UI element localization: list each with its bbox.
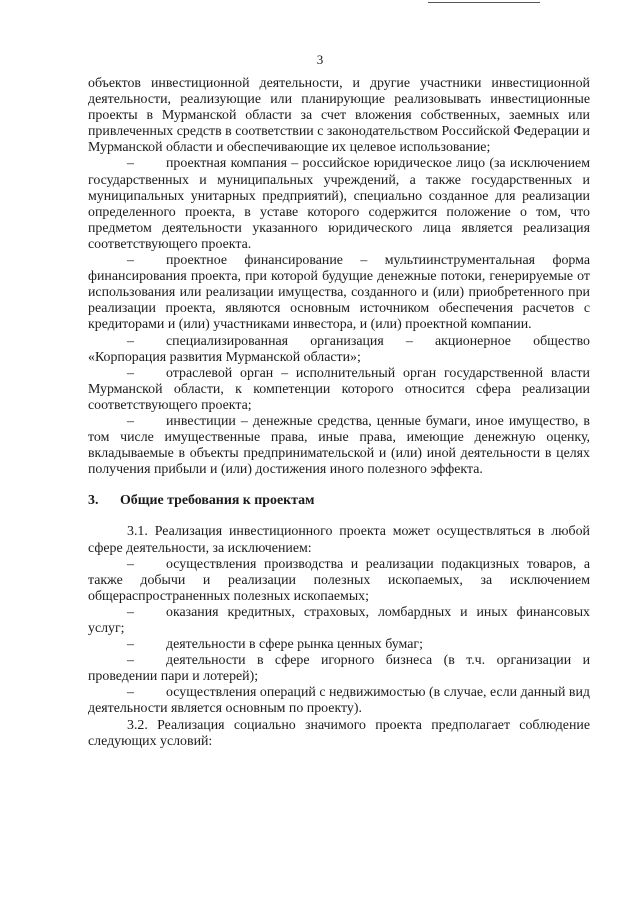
document-body xyxy=(88,76,590,750)
dash-marker: – xyxy=(127,685,134,701)
definition-item-text: проектная компания – российское юридическое лицо (за исключением государственных и муниципальных учреждений, а также государственных и муниципальных унитарных предприятий), специально созданное для реализации определенного проекта, в уставе которого содержится положение о том, что предметом деятельности указанного юридического лица является реализация соответствующего проекта. xyxy=(88,156,590,252)
dash-marker: – xyxy=(127,604,134,620)
dash-marker: – xyxy=(127,365,134,381)
definition-item xyxy=(88,414,590,478)
dash-marker: – xyxy=(127,333,134,349)
exclusion-item-text: осуществления производства и реализации подакцизных товаров, а также добычи и реализации полезных ископаемых, за исключением общераспространенных полезных ископаемых; xyxy=(88,556,590,604)
page-number: 3 xyxy=(316,52,324,67)
section-title: Общие требования к проектам xyxy=(120,493,315,509)
clause-3-1: 3.1. Реализация инвестиционного проекта может осуществляться в любой сфере деятельности, за исключением: xyxy=(88,524,590,556)
exclusion-item xyxy=(88,685,590,717)
dash-marker: – xyxy=(127,413,134,429)
definition-item xyxy=(88,253,590,333)
exclusion-item-text: оказания кредитных, страховых, ломбардных и иных финансовых услуг; xyxy=(88,604,590,636)
definition-item-text: инвестиции – денежные средства, ценные бумаги, иное имущество, в том числе имущественные права, иные права, имеющие денежную оценку, вкладываемые в объекты предпринимательской и (или) иной деятельности в целях получения прибыли и (или) достижения иного полезного эффекта. xyxy=(88,413,590,478)
definition-item-text: отраслевой орган – исполнительный орган государственной власти Мурманской области, к компетенции которого относится сфера реализации соответствующего проекта; xyxy=(88,365,590,413)
definition-item xyxy=(88,334,590,366)
clause-3-2: 3.2. Реализация социально значимого проекта предполагает соблюдение следующих условий: xyxy=(88,717,590,749)
exclusion-item xyxy=(88,653,590,685)
intro-paragraph: объектов инвестиционной деятельности, и другие участники инвестиционной деятельности, реализующие или планирующие реализовывать инвестиционные проекты в Мурманской области за счет вложения собственных, заемных или привлеченных средств в соответствии с законодательством Российской Федерации и Мурманской области и обеспечивающие их целевое использование; xyxy=(88,76,590,156)
exclusions-list xyxy=(88,557,590,718)
definition-item xyxy=(88,156,590,253)
exclusion-item xyxy=(88,605,590,637)
section-number: 3. xyxy=(88,493,99,509)
definitions-list xyxy=(88,156,590,478)
dash-marker: – xyxy=(127,653,134,669)
definition-item xyxy=(88,366,590,414)
exclusion-item-text: деятельности в сфере игорного бизнеса (в т.ч. организации и проведении пари и лотерей); xyxy=(88,653,590,685)
section-heading xyxy=(88,493,590,509)
exclusion-item xyxy=(88,637,590,653)
top-edge-line xyxy=(428,2,540,3)
exclusion-item xyxy=(88,557,590,605)
dash-marker: – xyxy=(127,637,134,653)
definition-item-text: специализированная организация – акционерное общество «Корпорация развития Мурманской области»; xyxy=(88,333,590,365)
exclusion-item-text: деятельности в сфере рынка ценных бумаг; xyxy=(166,637,423,653)
definition-item-text: проектное финансирование – мультиинструментальная форма финансирования проекта, при которой будущие денежные потоки, генерируемые от использования или реализации имущества, созданного и (или) приобретенного при реализации проекта, являются основным источником обеспечения расчетов с кредиторами и (или) участниками инвестора, и (или) проектной компании. xyxy=(88,253,590,333)
dash-marker: – xyxy=(127,253,134,269)
dash-marker: – xyxy=(127,556,134,572)
exclusion-item-text: осуществления операций с недвижимостью (в случае, если данный вид деятельности является основным по проекту). xyxy=(88,685,590,717)
dash-marker: – xyxy=(127,156,134,172)
